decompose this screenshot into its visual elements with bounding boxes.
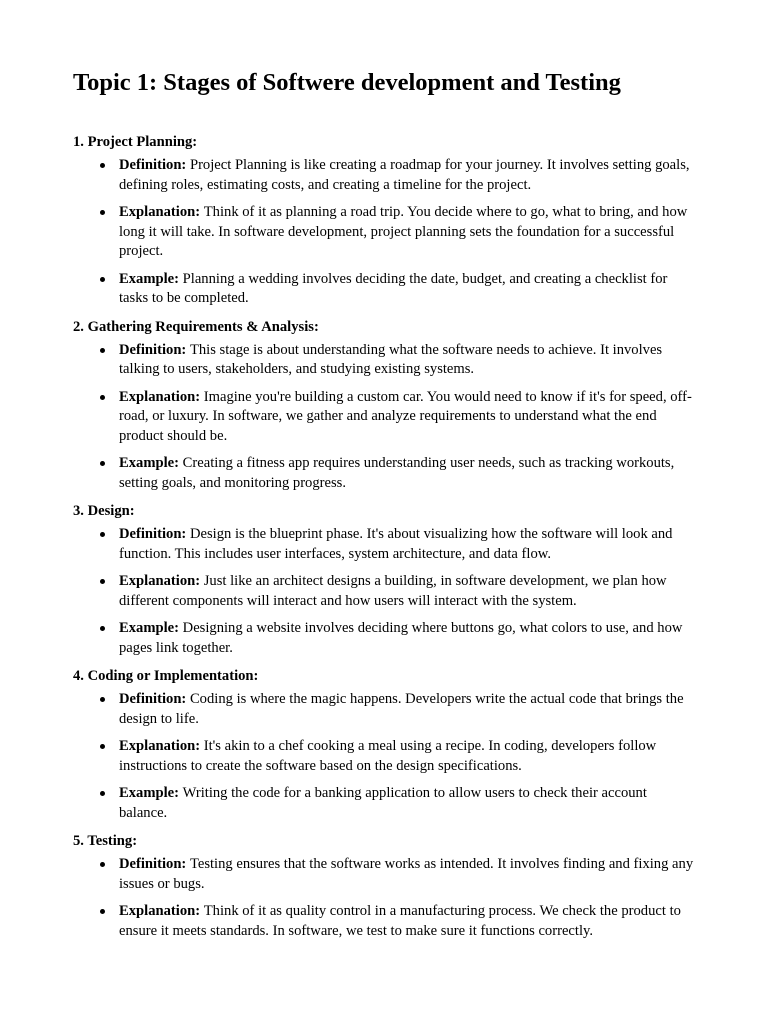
item-label: Explanation: <box>119 903 204 919</box>
item-text: It's akin to a chef cooking a meal using a recipe. In coding, developers follow instructions to create the software based on the design specifications. <box>119 738 657 774</box>
section-heading: 5. Testing: <box>73 833 138 849</box>
list-item <box>73 784 698 823</box>
bullet-list <box>73 156 698 309</box>
bullet-icon <box>100 909 105 914</box>
item-text: This stage is about understanding what the software needs to achieve. It involves talking to users, stakeholders, and studying existing systems. <box>119 341 663 377</box>
bullet-icon <box>100 277 105 282</box>
item-text: Imagine you're building a custom car. You would need to know if it's for speed, off-road, or luxury. In software, we gather and analyze requirements to understand what the end product should be. <box>119 388 692 444</box>
bullet-icon <box>100 791 105 796</box>
bullet-icon <box>100 163 105 168</box>
bullet-icon <box>100 348 105 353</box>
page-title: Topic 1: Stages of Softwere development and Testing <box>73 69 621 96</box>
section-heading: 1. Project Planning: <box>73 134 198 150</box>
section-heading: 4. Coding or Implementation: <box>73 668 259 684</box>
section-heading: 3. Design: <box>73 503 135 519</box>
bullet-list <box>73 855 698 941</box>
section-coding <box>73 666 698 823</box>
section-project-planning <box>73 132 698 309</box>
list-item <box>73 525 698 564</box>
bullet-icon <box>100 532 105 537</box>
bullet-list <box>73 525 698 658</box>
item-label: Explanation: <box>119 204 204 220</box>
item-text: Writing the code for a banking application to allow users to check their account balance. <box>119 785 647 821</box>
item-text: Testing ensures that the software works as intended. It involves finding and fixing any issues or bugs. <box>119 856 694 892</box>
item-label: Explanation: <box>119 388 204 405</box>
item-label: Definition: <box>119 526 190 542</box>
bullet-icon <box>100 744 105 749</box>
bullet-list <box>73 341 698 494</box>
item-text: Design is the blueprint phase. It's about visualizing how the software will look and function. This includes user interfaces, system architecture, and data flow. <box>119 526 673 562</box>
bullet-icon <box>100 862 105 867</box>
bullet-icon <box>100 395 105 400</box>
item-text: Coding is where the magic happens. Developers write the actual code that brings the design to life. <box>119 691 684 727</box>
item-text: Designing a website involves deciding where buttons go, what colors to use, and how pages link together. <box>119 620 683 656</box>
item-label: Example: <box>119 455 183 471</box>
list-item <box>73 341 698 380</box>
item-label: Definition: <box>119 341 190 358</box>
bullet-icon <box>100 697 105 702</box>
section-gathering-requirements <box>73 317 698 494</box>
list-item <box>73 203 698 262</box>
list-item <box>73 572 698 611</box>
bullet-icon <box>100 210 105 215</box>
list-item <box>73 454 698 493</box>
item-label: Definition: <box>119 157 190 173</box>
section-heading: 2. Gathering Requirements & Analysis: <box>73 318 319 335</box>
bullet-icon <box>100 461 105 466</box>
list-item <box>73 619 698 658</box>
list-item <box>73 388 698 447</box>
item-text: Planning a wedding involves deciding the date, budget, and creating a checklist for tasks to be completed. <box>119 270 668 306</box>
item-text: Think of it as planning a road trip. You decide where to go, what to bring, and how long it will take. In software development, project planning sets the foundation for a successful project. <box>119 204 688 259</box>
item-label: Explanation: <box>119 573 204 589</box>
list-item <box>73 690 698 729</box>
item-label: Example: <box>119 785 183 801</box>
bullet-list <box>73 690 698 823</box>
item-label: Example: <box>119 270 183 287</box>
item-text: Just like an architect designs a building, in software development, we plan how different components will interact and how users will interact with the system. <box>119 573 667 609</box>
list-item <box>73 737 698 776</box>
item-label: Explanation: <box>119 738 204 754</box>
bullet-icon <box>100 579 105 584</box>
list-item <box>73 156 698 195</box>
list-item <box>73 855 698 894</box>
item-label: Definition: <box>119 856 190 872</box>
bullet-icon <box>100 626 105 631</box>
item-text: Creating a fitness app requires understanding user needs, such as tracking workouts, setting goals, and monitoring progress. <box>119 455 675 491</box>
item-label: Example: <box>119 620 183 636</box>
item-label: Definition: <box>119 691 190 707</box>
item-text: Project Planning is like creating a roadmap for your journey. It involves setting goals, defining roles, estimating costs, and creating a timeline for the project. <box>119 157 690 193</box>
section-design <box>73 501 698 658</box>
item-text: Think of it as quality control in a manufacturing process. We check the product to ensure it meets standards. In software, we test to make sure it functions correctly. <box>119 903 681 939</box>
section-testing <box>73 831 698 941</box>
list-item <box>73 902 698 941</box>
list-item <box>73 270 698 309</box>
